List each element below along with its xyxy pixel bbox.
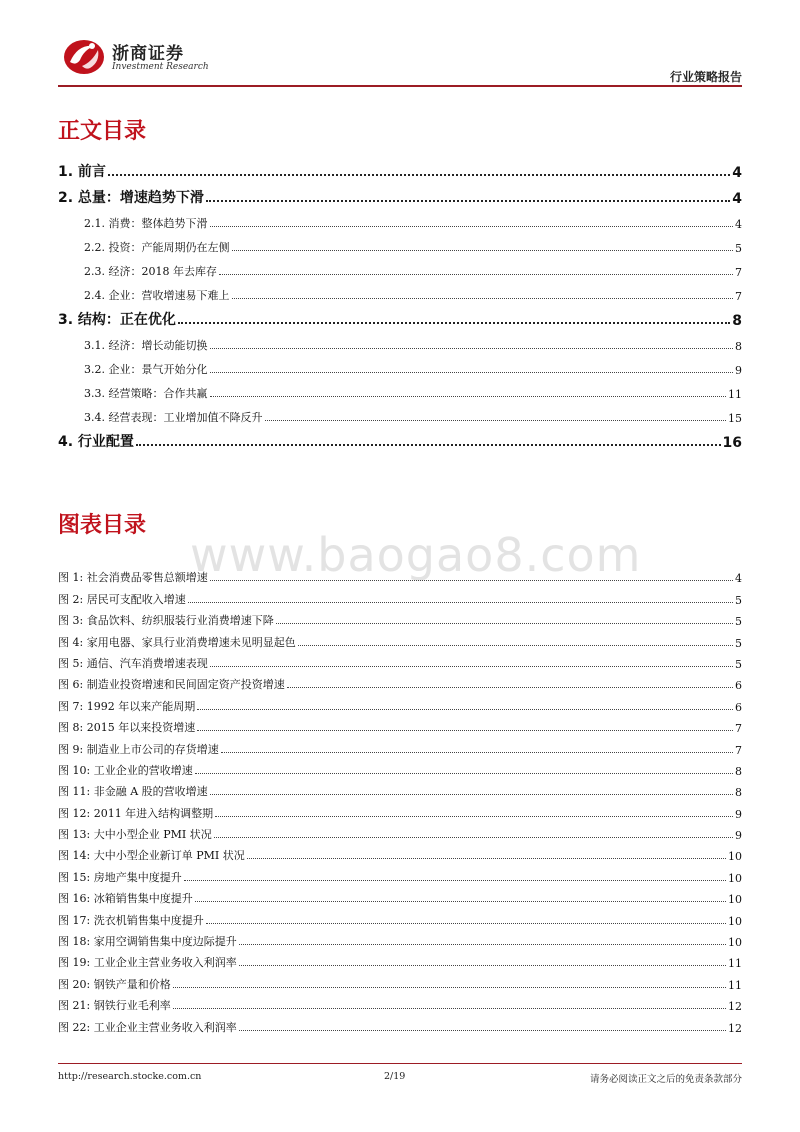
entry-label: 图 5: 通信、汽车消费增速表现 [58, 656, 208, 670]
entry-label: 图 7: 1992 年以来产能周期 [58, 699, 196, 713]
entry-label: 2.3. 经济：2018 年去库存 [84, 265, 217, 278]
entry-label: 2. 总量：增速趋势下滑 [58, 190, 204, 206]
figure-entry[interactable] [58, 650, 742, 671]
toc-chapter-entry[interactable] [58, 425, 742, 451]
toc-section-entry[interactable] [58, 377, 742, 401]
toc-section-entry[interactable] [58, 329, 742, 353]
dot-leader [219, 274, 733, 275]
figure-entry[interactable] [58, 628, 742, 649]
header-divider [58, 85, 742, 87]
entry-page-number: 9 [735, 364, 742, 377]
dot-leader [210, 348, 734, 349]
entry-page-number: 10 [728, 914, 742, 928]
entry-label: 图 19: 工业企业主营业务收入利润率 [58, 956, 237, 970]
entry-page-number: 5 [735, 615, 742, 629]
entry-page-number: 5 [735, 242, 742, 255]
entry-page-number: 8 [735, 764, 742, 778]
entry-page-number: 4 [732, 191, 742, 207]
dot-leader [197, 709, 733, 710]
entry-page-number: 7 [735, 743, 742, 757]
toc-chapter-entry[interactable] [58, 181, 742, 207]
table-of-contents [58, 155, 742, 451]
entry-label: 图 6: 制造业投资增速和民间固定资产投资增速 [58, 678, 285, 692]
toc-title: 正文目录 [58, 119, 147, 144]
entry-label: 1. 前言 [58, 164, 106, 180]
figure-entry[interactable] [58, 906, 742, 927]
entry-label: 图 9: 制造业上市公司的存货增速 [58, 742, 219, 756]
toc-section-entry[interactable] [58, 401, 742, 425]
entry-page-number: 10 [728, 893, 742, 907]
dot-leader [239, 965, 726, 966]
entry-page-number: 12 [728, 1000, 742, 1014]
entry-page-number: 8 [735, 786, 742, 800]
entry-label: 3.4. 经营表现：工业增加值不降反升 [84, 411, 263, 424]
entry-page-number: 6 [735, 679, 742, 693]
dot-leader [197, 730, 733, 731]
entry-page-number: 5 [735, 636, 742, 650]
toc-section-entry[interactable] [58, 231, 742, 255]
dot-leader [298, 645, 733, 646]
footer-divider [58, 1063, 742, 1064]
dot-leader [210, 396, 727, 397]
dot-leader [184, 880, 726, 881]
entry-label: 图 21: 钢铁行业毛利率 [58, 999, 171, 1013]
figure-entry[interactable] [58, 607, 742, 628]
watermark: www.baogao8.com [190, 528, 642, 582]
entry-page-number: 4 [732, 165, 742, 181]
figure-entry[interactable] [58, 778, 742, 799]
entry-page-number: 8 [735, 340, 742, 353]
figure-entry[interactable] [58, 757, 742, 778]
dot-leader [210, 794, 733, 795]
dot-leader [108, 174, 730, 176]
entry-page-number: 5 [735, 657, 742, 671]
toc-section-entry[interactable] [58, 255, 742, 279]
dot-leader [214, 837, 733, 838]
figure-entry[interactable] [58, 949, 742, 970]
entry-label: 图 20: 钢铁产量和价格 [58, 977, 171, 991]
entry-label: 图 3: 食品饮料、纺织服装行业消费增速下降 [58, 614, 274, 628]
dot-leader [247, 858, 726, 859]
entry-page-number: 7 [735, 290, 742, 303]
entry-label: 3.2. 企业：景气开始分化 [84, 363, 208, 376]
entry-page-number: 7 [735, 722, 742, 736]
entry-label: 图 8: 2015 年以来投资增速 [58, 721, 196, 735]
dot-leader [276, 623, 733, 624]
entry-label: 图 4: 家用电器、家具行业消费增速未见明显起色 [58, 635, 296, 649]
entry-label: 图 12: 2011 年进入结构调整期 [58, 806, 214, 820]
figure-entry[interactable] [58, 970, 742, 991]
entry-page-number: 7 [735, 266, 742, 279]
figure-entry[interactable] [58, 842, 742, 863]
figure-list [58, 564, 742, 1035]
entry-label: 图 16: 冰箱销售集中度提升 [58, 892, 193, 906]
dot-leader [210, 226, 734, 227]
figure-entry[interactable] [58, 799, 742, 820]
entry-page-number: 16 [722, 435, 742, 451]
dot-leader [215, 816, 733, 817]
figure-entry[interactable] [58, 585, 742, 606]
dot-leader [206, 200, 730, 202]
entry-label: 4. 行业配置 [58, 434, 134, 450]
entry-label: 3.1. 经济：增长动能切换 [84, 339, 208, 352]
figure-entry[interactable] [58, 564, 742, 585]
entry-page-number: 11 [728, 388, 742, 401]
zheshang-logo-icon [62, 36, 106, 76]
entry-page-number: 11 [728, 957, 742, 971]
entry-page-number: 10 [728, 850, 742, 864]
entry-label: 2.1. 消费：整体趋势下滑 [84, 217, 208, 230]
toc-section-entry[interactable] [58, 207, 742, 231]
page-header [58, 36, 742, 86]
figure-entry[interactable] [58, 735, 742, 756]
dot-leader [239, 944, 726, 945]
entry-page-number: 10 [728, 936, 742, 950]
entry-label: 图 1: 社会消费品零售总额增速 [58, 571, 208, 585]
entry-label: 图 15: 房地产集中度提升 [58, 870, 182, 884]
entry-page-number: 8 [732, 313, 742, 329]
entry-label: 2.4. 企业：营收增速易下难上 [84, 289, 230, 302]
entry-label: 图 22: 工业企业主营业务收入利润率 [58, 1020, 237, 1034]
dot-leader [265, 420, 727, 421]
entry-label: 3. 结构：正在优化 [58, 312, 176, 328]
toc-chapter-entry[interactable] [58, 155, 742, 181]
dot-leader [206, 923, 726, 924]
entry-page-number: 9 [735, 807, 742, 821]
toc-section-entry[interactable] [58, 353, 742, 377]
figure-entry[interactable] [58, 821, 742, 842]
dot-leader [173, 987, 726, 988]
dot-leader [173, 1008, 726, 1009]
figure-entry[interactable] [58, 692, 742, 713]
figure-entry[interactable] [58, 885, 742, 906]
dot-leader [287, 687, 733, 688]
entry-page-number: 15 [728, 412, 742, 425]
entry-label: 图 18: 家用空调销售集中度边际提升 [58, 935, 237, 949]
dot-leader [239, 1030, 726, 1031]
dot-leader [195, 901, 726, 902]
dot-leader [232, 250, 734, 251]
entry-page-number: 4 [735, 572, 742, 586]
entry-page-number: 6 [735, 700, 742, 714]
entry-label: 图 2: 居民可支配收入增速 [58, 592, 186, 606]
figure-entry[interactable] [58, 671, 742, 692]
dot-leader [178, 322, 730, 324]
entry-page-number: 11 [728, 978, 742, 992]
entry-label: 图 10: 工业企业的营收增速 [58, 763, 193, 777]
dot-leader [210, 580, 733, 581]
figure-entry[interactable] [58, 992, 742, 1013]
figure-entry[interactable] [58, 863, 742, 884]
figure-entry[interactable] [58, 928, 742, 949]
entry-page-number: 9 [735, 829, 742, 843]
brand-name-en: Investment Research [112, 62, 209, 72]
entry-page-number: 12 [728, 1021, 742, 1035]
dot-leader [188, 602, 733, 603]
report-type-label: 行业策略报告 [669, 70, 742, 84]
toc-section-entry[interactable] [58, 279, 742, 303]
entry-label: 3.3. 经营策略：合作共赢 [84, 387, 208, 400]
figure-entry[interactable] [58, 714, 742, 735]
dot-leader [136, 444, 721, 446]
dot-leader [210, 666, 733, 667]
dot-leader [195, 773, 733, 774]
page-number: 2/19 [384, 1071, 406, 1082]
entry-page-number: 10 [728, 871, 742, 885]
dot-leader [232, 298, 734, 299]
entry-label: 图 14: 大中小型企业新订单 PMI 状况 [58, 849, 245, 863]
entry-label: 图 11: 非金融 A 股的营收增速 [58, 785, 208, 799]
brand-name-cn: 浙商证券 [112, 44, 184, 64]
dot-leader [210, 372, 734, 373]
entry-label: 2.2. 投资：产能周期仍在左侧 [84, 241, 230, 254]
figure-list-title: 图表目录 [58, 513, 147, 538]
footer-disclaimer: 请务必阅读正文之后的免责条款部分 [589, 1074, 742, 1085]
entry-label: 图 13: 大中小型企业 PMI 状况 [58, 828, 212, 842]
entry-page-number: 4 [735, 218, 742, 231]
toc-chapter-entry[interactable] [58, 303, 742, 329]
entry-page-number: 5 [735, 593, 742, 607]
entry-label: 图 17: 洗衣机销售集中度提升 [58, 913, 204, 927]
figure-entry[interactable] [58, 1013, 742, 1034]
footer-url[interactable]: http://research.stocke.com.cn [58, 1071, 202, 1082]
dot-leader [221, 752, 733, 753]
